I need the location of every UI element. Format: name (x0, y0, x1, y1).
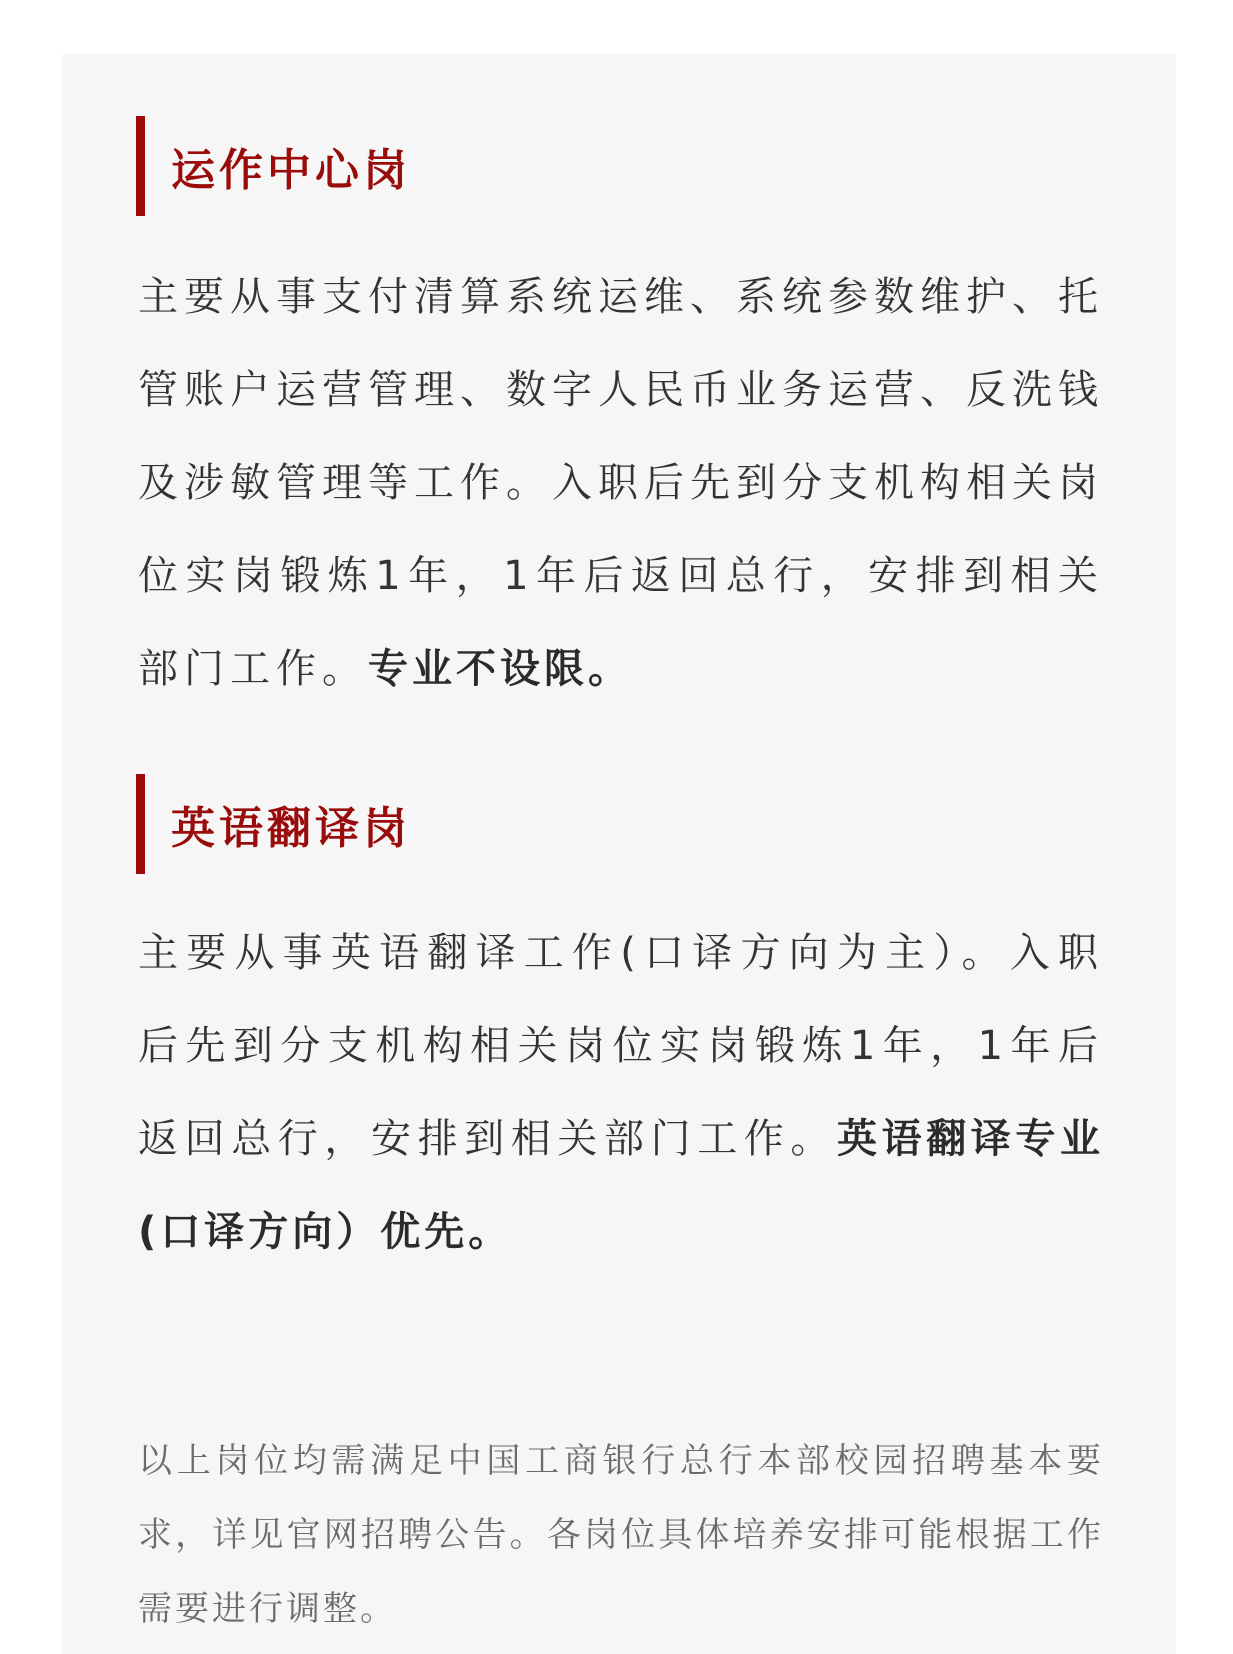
section-highlight: 专业不设限。 (368, 646, 632, 692)
section-body-operations (138, 251, 1104, 716)
section-heading-translation (136, 774, 411, 874)
section-heading-operations (136, 116, 411, 216)
section-body-text: 主要从事英语翻译工作(口译方向为主）。入职后先到分支机构相关岗位实岗锻炼1年，1年后返回总行，安排到相关部门工作。 (138, 930, 1104, 1162)
section-body-text: 主要从事支付清算系统运维、系统参数维护、托管账户运营管理、数字人民币业务运营、反洗钱及涉敏管理等工作。入职后先到分支机构相关岗位实岗锻炼1年，1年后返回总行，安排到相关部门工作。 (138, 274, 1104, 692)
section-title: 运作中心岗 (171, 145, 411, 196)
section-title: 英语翻译岗 (171, 803, 411, 854)
section-highlight: 英语翻译专业(口译方向）优先。 (138, 1116, 1104, 1255)
section-body-translation (138, 907, 1104, 1279)
footer-note: 以上岗位均需满足中国工商银行总行本部校园招聘基本要求，详见官网招聘公告。各岗位具体培养安排可能根据工作需要进行调整。 (138, 1441, 1104, 1629)
content-card (62, 54, 1176, 1654)
